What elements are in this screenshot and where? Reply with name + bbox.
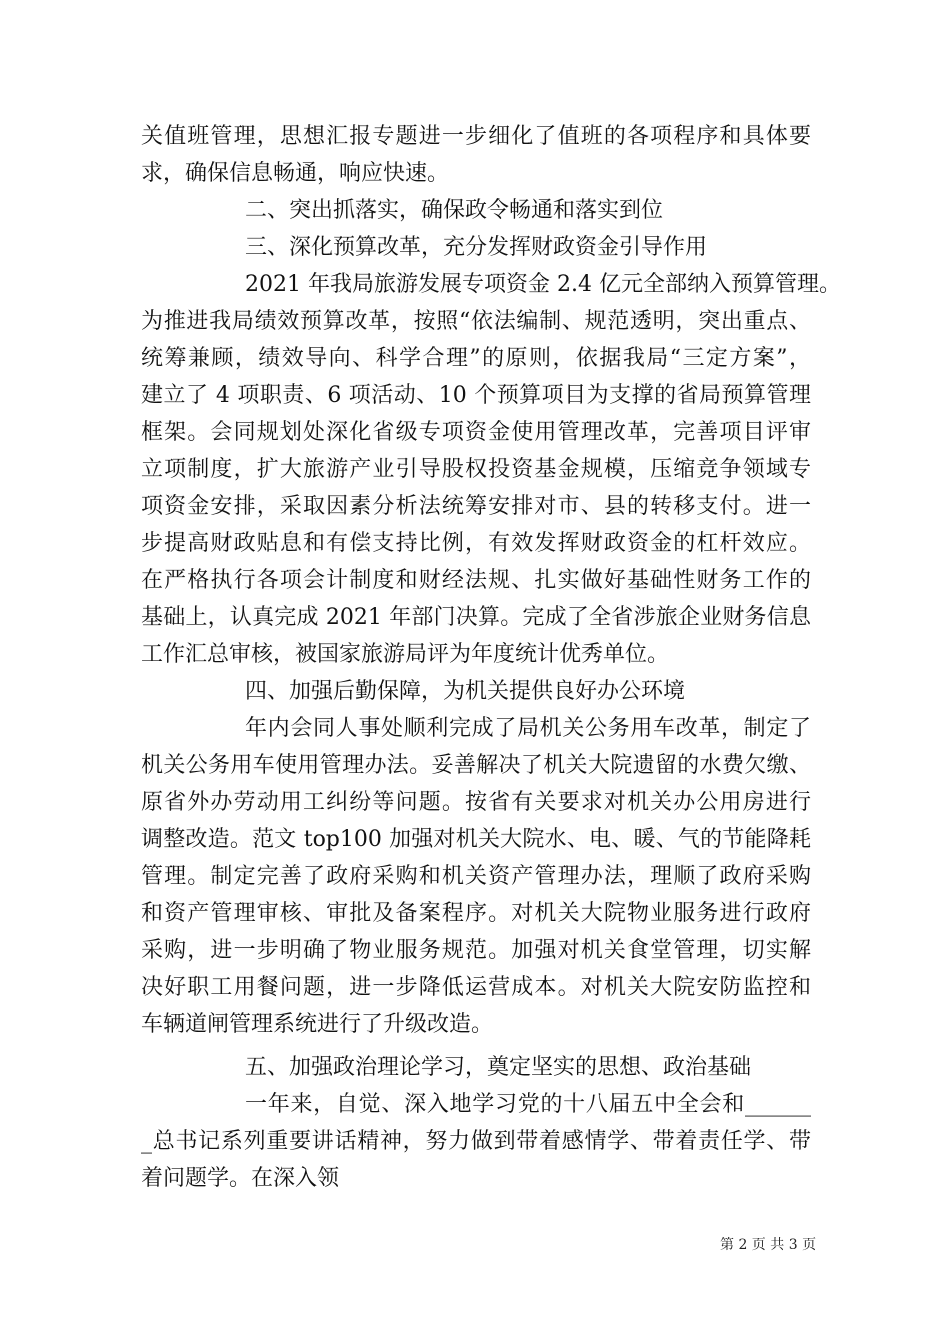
body-line: 着问题学。在深入领 [141,1166,340,1191]
body-line: 2021 年我局旅游发展专项资金 2.4 亿元全部纳入预算管理。 [245,272,841,297]
body-line: 决好职工用餐问题，进一步降低运营成本。对机关大院安防监控和 [141,975,811,1000]
body-line: 一年来，自觉、深入地学习党的十八届五中全会和______ [245,1092,811,1117]
body-line: 原省外办劳动用工纠纷等问题。按省有关要求对机关办公用房进行 [141,790,811,815]
body-line: 车辆道闸管理系统进行了升级改造。 [141,1012,494,1037]
body-line: 工作汇总审核，被国家旅游局评为年度统计优秀单位。 [141,642,670,667]
body-line: 求，确保信息畅通，响应快速。 [141,161,450,186]
body-line: 建立了 4 项职责、6 项活动、10 个预算项目为支撑的省局预算管理 [141,383,811,408]
body-line: 机关公务用车使用管理办法。妥善解决了机关大院遗留的水费欠缴、 [141,753,811,778]
section-heading-2: 二、突出抓落实，确保政令畅通和落实到位 [245,198,664,223]
body-line: 调整改造。范文 top100 加强对机关大院水、电、暖、气的节能降耗 [141,827,811,852]
body-line: 关值班管理，思想汇报专题进一步细化了值班的各项程序和具体要 [141,124,811,149]
section-heading-5: 五、加强政治理论学习，奠定坚实的思想、政治基础 [245,1055,752,1080]
body-line: 步提高财政贴息和有偿支持比例，有效发挥财政资金的杠杆效应。 [141,531,811,556]
body-line: 项资金安排，采取因素分析法统筹安排对市、县的转移支付。进一 [141,494,811,519]
body-line: 基础上，认真完成 2021 年部门决算。完成了全省涉旅企业财务信息 [141,605,811,630]
page-number-footer: 第 2 页 共 3 页 [720,1237,817,1253]
body-line: 统筹兼顾，绩效导向、科学合理”的原则，依据我局“三定方案”， [141,346,811,371]
body-line: 和资产管理审核、审批及备案程序。对机关大院物业服务进行政府 [141,901,811,926]
section-heading-4: 四、加强后勤保障，为机关提供良好办公环境 [245,679,686,704]
body-line: 为推进我局绩效预算改革，按照“依法编制、规范透明，突出重点、 [141,309,811,334]
document-body [141,118,841,1197]
body-line: 立项制度，扩大旅游产业引导股权投资基金规模，压缩竞争领域专 [141,457,811,482]
body-line: 框架。会同规划处深化省级专项资金使用管理改革，完善项目评审 [141,420,811,445]
body-line: 采购，进一步明确了物业服务规范。加强对机关食堂管理，切实解 [141,938,811,963]
section-heading-3: 三、深化预算改革，充分发挥财政资金引导作用 [245,235,708,260]
body-line: 管理。制定完善了政府采购和机关资产管理办法，理顺了政府采购 [141,864,811,889]
body-line: 年内会同人事处顺利完成了局机关公务用车改革，制定了 [245,716,811,741]
body-line: _总书记系列重要讲话精神，努力做到带着感情学、带着责任学、带 [141,1129,811,1154]
body-line: 在严格执行各项会计制度和财经法规、扎实做好基础性财务工作的 [141,568,811,593]
